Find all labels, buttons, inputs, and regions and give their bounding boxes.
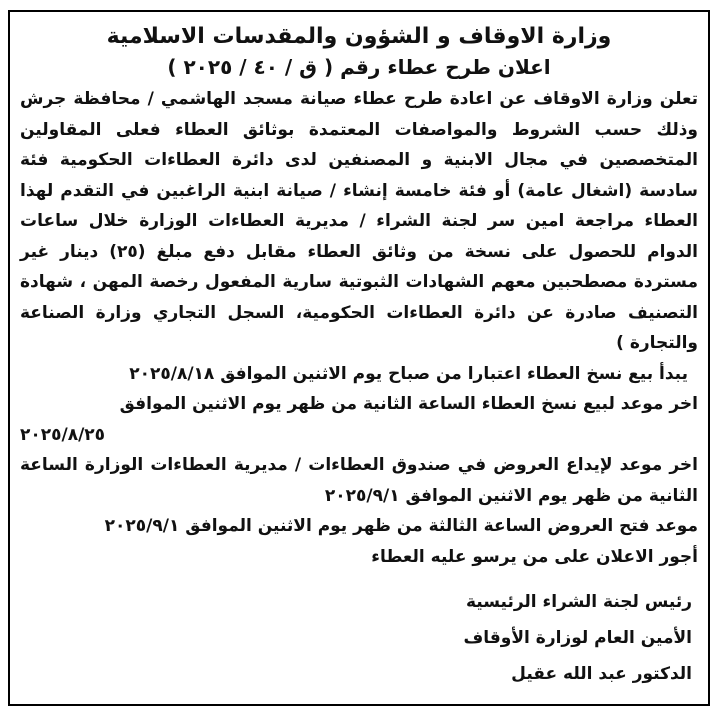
- announcement-paragraph: تعلن وزارة الاوقاف عن اعادة طرح عطاء صيانة مسجد الهاشمي / محافظة جرش وذلك حسب الشروط والمواصفات المعتمدة بوثائق العطاء فعلى المقاولين المتخصصين في مجال الابنية و المصنفين لدى دائرة العطاءات الحكومية فئة سادسة (اشغال عامة) أو فئة خامسة إنشاء / صيانة ابنية الراغبين في التقدم لهذا العطاء مراجعة امين سر لجنة الشراء / مديرية العطاءات الوزارة خلال ساعات الدوام للحصول على نسخة من وثائق العطاء مقابل دفع مبلغ (٢٥) دينار غير مستردة مصطحبين معهم الشهادات الثبوتية سارية المفعول رخصة المهن ، شهادة التصنيف صادرة عن دائرة العطاءات الحكومية، السجل التجاري وزارة الصناعة والتجارة ): [20, 89, 699, 353]
- ministry-title: وزارة الاوقاف و الشؤون والمقدسات الاسلامية: [106, 24, 612, 49]
- fees-line: أجور الاعلان على من يرسو عليه العطاء: [371, 546, 698, 567]
- submission-line: اخر موعد لإيداع العروض في صندوق العطاءات / مديرية العطاءات الوزارة الساعة الثانية من ظهر يوم الاثنين الموافق ٢٠٢٥/٩/١: [20, 455, 698, 506]
- signature-name: الدكتور عبد الله عقيل: [511, 664, 692, 684]
- sale-start-line: يبدأ بيع نسخ العطاء اعتبارا من صباح يوم الاثنين الموافق ٢٠٢٥/٨/١٨: [129, 363, 688, 384]
- signature-block: [20, 584, 698, 692]
- sale-end-line: اخر موعد لبيع نسخ العطاء الساعة الثانية من ظهر يوم الاثنين الموافق: [119, 394, 698, 414]
- signature-committee: رئيس لجنة الشراء الرئيسية: [465, 592, 692, 612]
- opening-line: موعد فتح العروض الساعة الثالثة من ظهر يوم الاثنين الموافق ٢٠٢٥/٩/١: [104, 516, 698, 536]
- tender-title: اعلان طرح عطاء رقم ( ق / ٤٠ / ٢٠٢٥ ): [167, 55, 551, 79]
- signature-secretary: الأمين العام لوزارة الأوقاف: [463, 628, 692, 648]
- announcement-frame: [8, 10, 710, 706]
- sale-end-date: ٢٠٢٥/٨/٢٥: [20, 424, 106, 445]
